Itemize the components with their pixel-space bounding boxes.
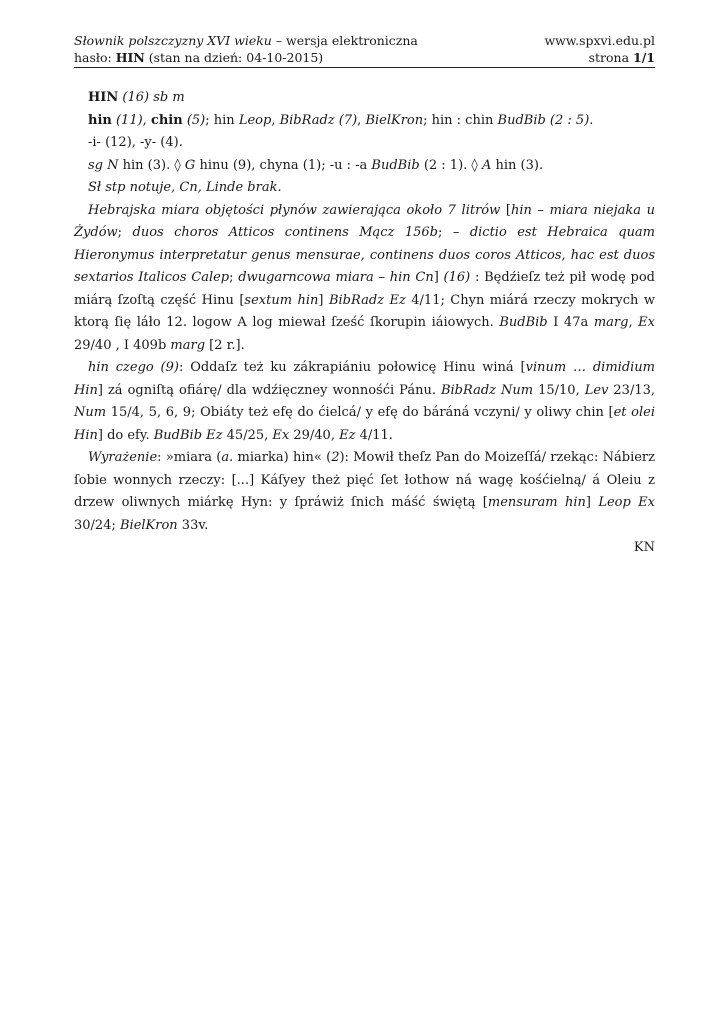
- site-url[interactable]: www.spxvi.edu.pl: [544, 33, 655, 48]
- header-row-1: [74, 32, 655, 49]
- page-header: [74, 32, 655, 68]
- dictionary-title: Słownik polszczyzny XVI wieku – wersja elektroniczna: [74, 33, 418, 48]
- page-number: strona 1/1: [588, 50, 655, 65]
- entry-hin-czego: hin czego (9): Oddaſz też ku zákrapiániu połowicę Hinu winá [vinum … dimidium Hin] zá ogniſtą ofiárę/ dla wdźięczney wonnośći Pánu. BibRadz Num 15/10, Lev 23/13, Num 15/4, 5, 6, 9; Obiáty też efę do ćielcá/ y efę do báráná vczyni/ y oliwy chin [et olei Hin] do efy. BudBib Ez 45/25, Ex 29/40, Ez 4/11.: [74, 360, 655, 443]
- author-signature: KN: [633, 540, 655, 555]
- headword: HIN: [88, 90, 119, 105]
- entry-endings-line: -i- (12), -y- (4).: [88, 135, 183, 150]
- grammar-label: sb m: [153, 90, 185, 105]
- entry-stp-note: Sł stp notuje, Cn, Linde brak.: [88, 180, 282, 195]
- entry-forms-line: hin (11), chin (5); hin Leop, BibRadz (7), BielKron; hin : chin BudBib (2 : 5).: [88, 112, 594, 128]
- entry-inflection-line: sg N hin (3). ◊ G hinu (9), chyna (1); -u : -a BudBib (2 : 1). ◊ A hin (3).: [88, 157, 544, 173]
- entry-definition: Hebrajska miara objętości płynów zawierająca około 7 litrów [hin – miara niejaka u Żydów; duos choros Atticos continens Mącz 156b; – dictio est Hebraica quam Hieronymus interpretatur genus mensurae, continens duos coros Atticos, hac est duos sextarios Italicos Calep; dwugarncowa miara – hin Cn] (16) : Będźieſz też pił wodę pod miárą ſzoſtą część Hinu [sextum hin] BibRadz Ez 4/11; Chyn miárá rzeczy mokrych w ktorą ſię láło 12. logow A log miewał ſześć ſkorupin iáiowych. BudBib I 47a marg, Ex 29/40 , I 409b marg [2 r.].: [74, 202, 656, 353]
- header-divider: [74, 67, 655, 68]
- entry-info: hasło: HIN (stan na dzień: 04-10-2015): [74, 50, 324, 65]
- entry-headword-line: HIN (16) sb m: [88, 90, 185, 105]
- dictionary-entry: [74, 87, 655, 560]
- entry-phrase: Wyrażenie: »miara (a. miarka) hin« (2): Mowił theſz Pan do Moizeſſá/ rzekąc: Nábierz ſobie wonnych rzeczy: [...] Káſyey theż pięć ſet łothow ná wagę kośćielną/ á Oleiu z drzew oliwnych miárkę Hyn: y ſpráwiż ſnich máść świętą [mensuram hin] Leop Ex 30/24; BielKron 33v.: [74, 450, 655, 533]
- header-row-2: [74, 49, 655, 66]
